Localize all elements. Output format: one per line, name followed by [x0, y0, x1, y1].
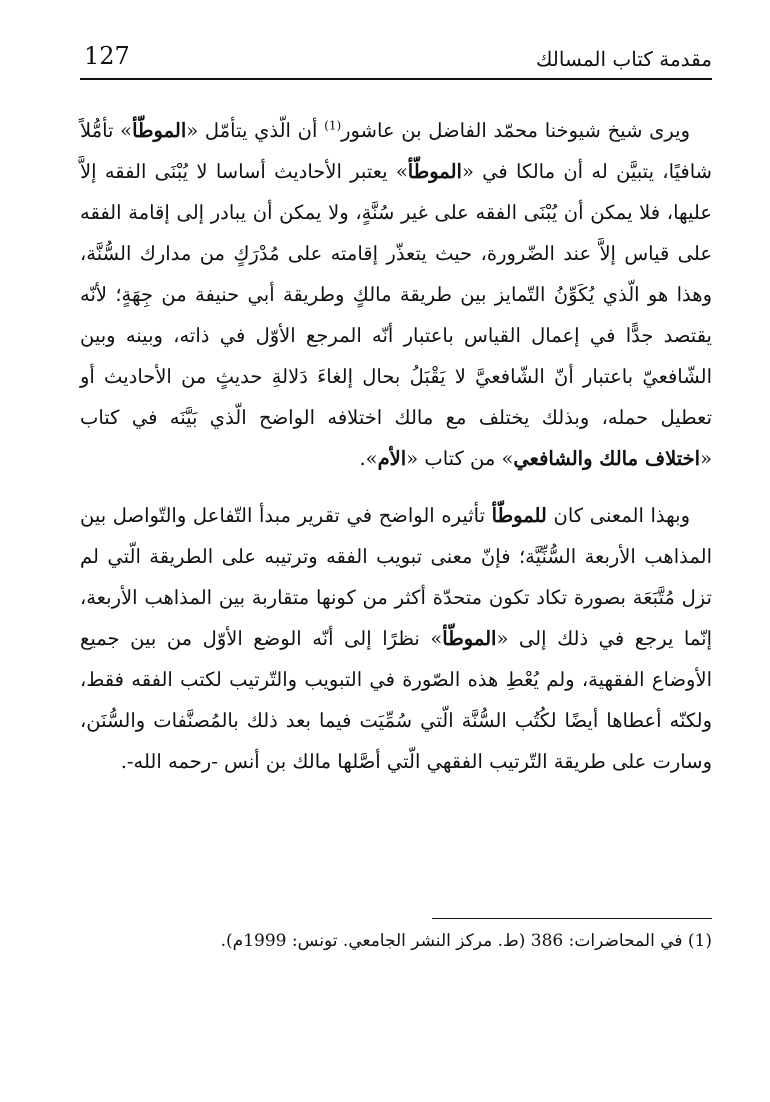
footnote-ref: (1) — [324, 118, 342, 133]
p2-bold-title: للموطّأ — [491, 504, 547, 527]
p1-text-f: ». — [359, 447, 378, 470]
p1-text-b: أن الّذي يتأمّل « — [186, 119, 325, 142]
page-number: 127 — [84, 42, 130, 70]
p1-bold-umm: الأم — [377, 447, 407, 470]
p1-bold-title: الموطّأ — [132, 119, 187, 142]
p1-bold-book: اختلاف مالك والشافعي — [513, 447, 701, 470]
p2-text-c: » نظرًا إلى أنّه الوضع الأوّل من بين جميع الأوضاع الفقهية، ولم يُعْطِ هذه الصّورة في التبويب والتّرتيب لكتب الفقه فقط، ولكنّه أعطاها أيضًا لكُتُب السُّنَّة الّتي سُمِّيَت فيما بعد ذلك بالمُصنَّفات والسُّنَن، وسارت على طريقة التّرتيب الفقهي الّتي أصَّلها مالك بن أنس -رحمه الله-. — [80, 627, 712, 773]
footnote: (1) في المحاضرات: 386 (ط. مركز النشر الجامعي. تونس: 1999م). — [220, 931, 712, 951]
running-title: مقدمة كتاب المسالك — [535, 47, 712, 71]
header-rule — [80, 78, 712, 80]
p2-bold-title-2: الموطّأ — [442, 627, 497, 650]
paragraph-2 — [80, 495, 712, 782]
footnote-rule — [432, 918, 712, 919]
p2-text-a: وبهذا المعنى كان — [546, 504, 690, 527]
paragraph-1 — [80, 110, 712, 479]
p1-text-a: ويرى شيخ شيوخنا محمّد الفاضل بن عاشور — [341, 119, 690, 142]
p1-text-c: » تأمُّلاً شافيًا، يتبيَّن له أن مالكا في « — [80, 119, 713, 183]
p1-text-d: » يعتبر الأحاديث أساسا لا يُبْنَى الفقه إلاَّ عليها، فلا يمكن أن يُبْنَى الفقه على غير سُنَّةٍ، ولا يمكن أن يبادر إلى إقامة الفقه على قياس إلاَّ عند الضّرورة، حيث يتعذّر إقامته على مُدْرَكٍ من مدارك السُّنَّة، وهذا هو الّذي يُكَوِّنُ التّمايز بين طريقة مالكٍ وطريقة أبي حنيفة من جِهَةٍ؛ لأنّه يقتصد جدًّا في إعمال القياس باعتبار أنّه المرجع الأوّل في ذاته، وبينه وبين الشّافعيّ باعتبار أنّ الشّافعيَّ لا يَقْبَلُ بحال إلغاءَ دَلالةِ حديثٍ من الأحاديث أو تعطيل حمله، وبذلك يختلف مع مالك اختلافه الواضح الّذي بَيَّنَه في كتاب « — [80, 160, 712, 470]
body-text — [80, 110, 712, 782]
p1-bold-title-2: الموطّأ — [407, 160, 462, 183]
p1-text-e: » من كتاب « — [406, 447, 514, 470]
p2-text-b: تأثيره الواضح في تقرير مبدأ التّفاعل والتّواصل بين المذاهب الأربعة السُّنِّيَّة؛ فإنّ معنى تبويب الفقه وترتيبه على الطريقة الّتي لم تزل مُتَّبَعَة بصورة تكاد تكون متحدّة أكثر من كونها متقاربة بين المذاهب الأربعة، إنّما يرجع في ذلك إلى « — [80, 504, 712, 650]
